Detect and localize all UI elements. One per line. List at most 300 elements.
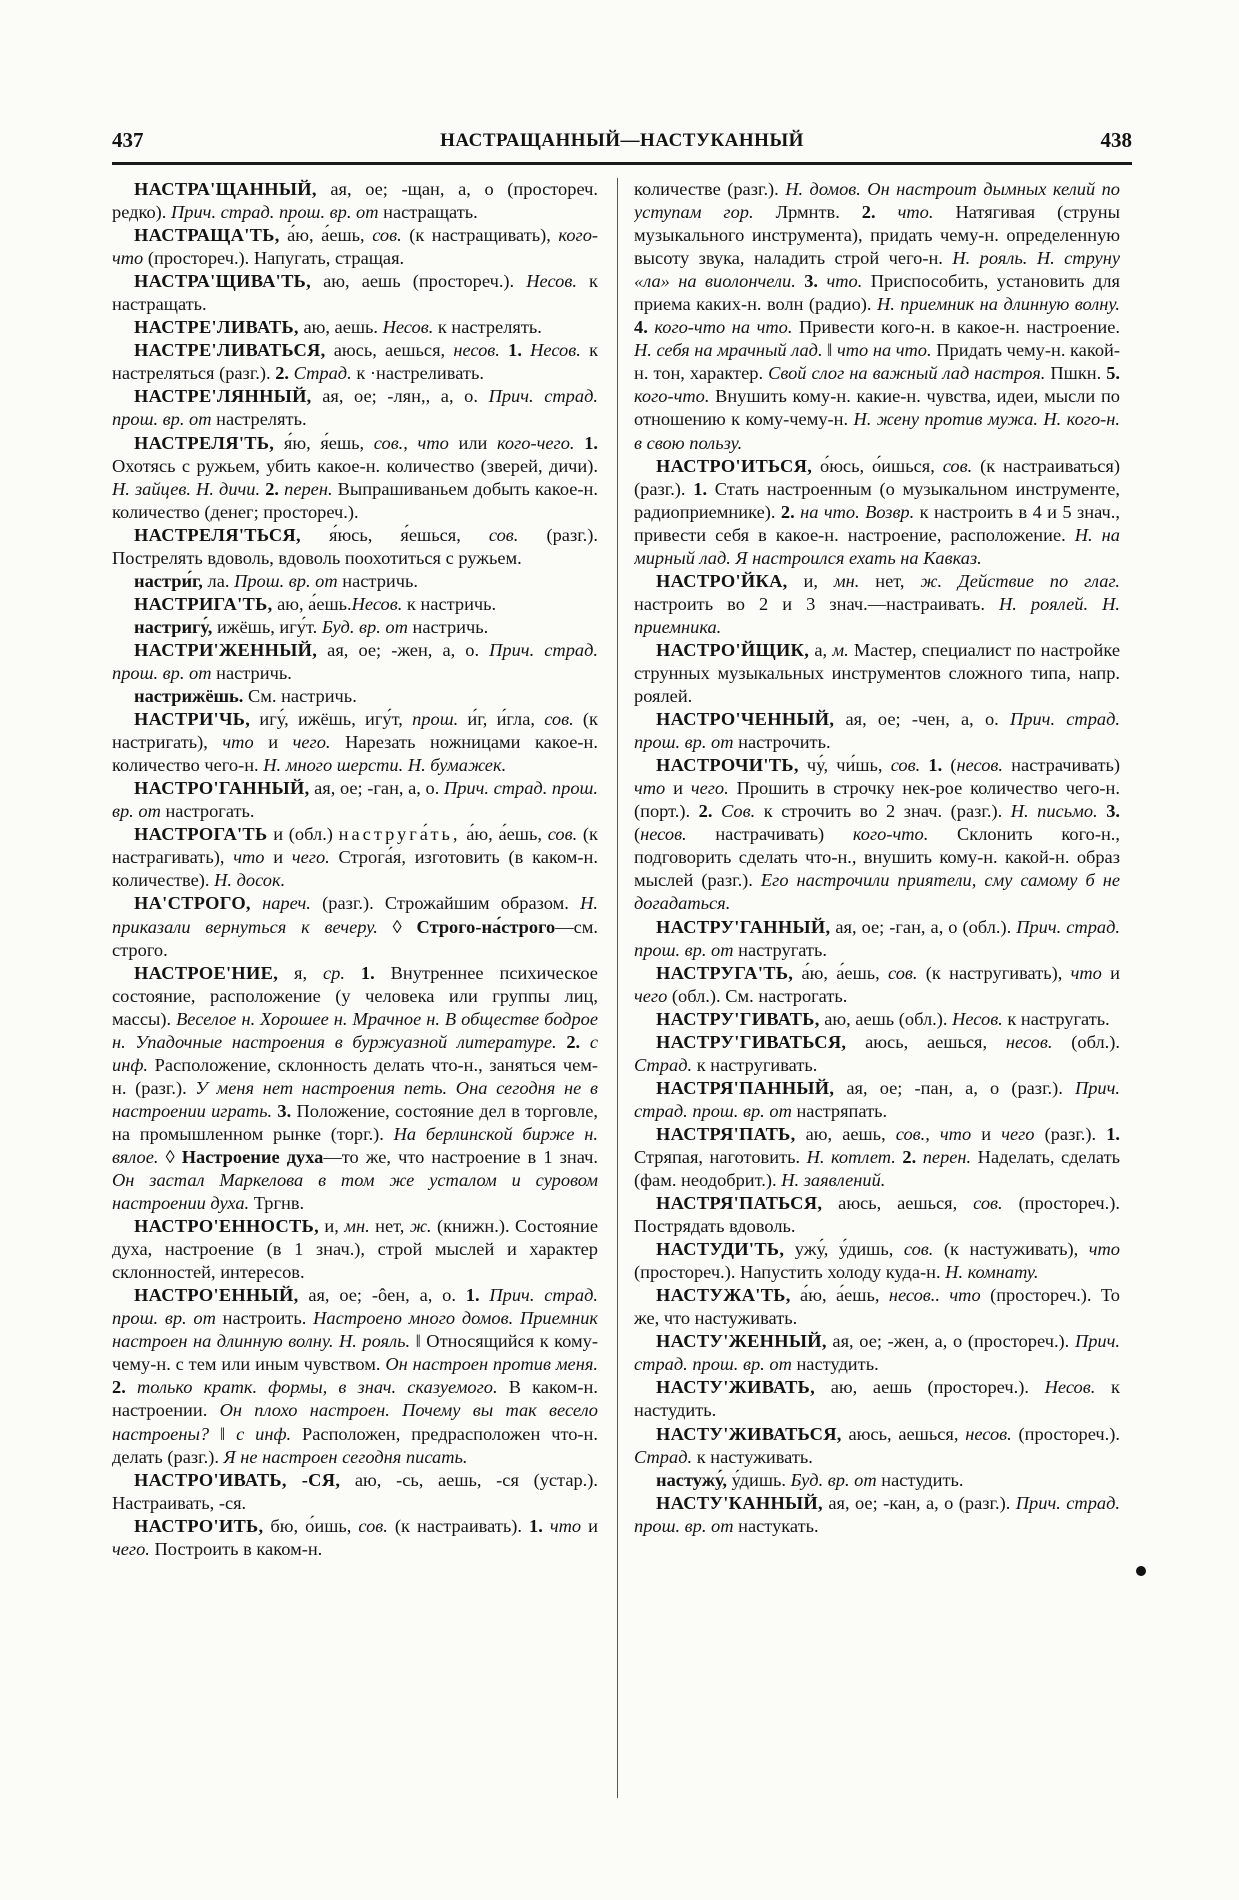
italic-text: мн.	[833, 570, 860, 591]
entry-text: аюсь, аешься,	[822, 1193, 974, 1214]
entry-text: настругать.	[733, 939, 827, 960]
entry-text: (простореч.). Напустить холоду куда-н.	[634, 1262, 946, 1283]
bold-text: 1.	[1106, 1123, 1120, 1144]
italic-text: Страд.	[634, 1446, 693, 1467]
entry-text: и	[1101, 962, 1120, 983]
entry-text: а́ю, а́ешь,	[790, 1285, 889, 1306]
entry-text: ая, ое; -щан, а, о (простореч. редко).	[112, 179, 598, 223]
italic-text: Страд.	[293, 363, 352, 384]
italic-text: Н. котлет.	[806, 1146, 896, 1167]
italic-text: сов.	[890, 755, 921, 776]
italic-text: Н. зайцев. Н. дичи.	[112, 478, 261, 499]
entry-text: Склонить кого-н., подговорить сделать что-н., внушить кому-н. какой-н. образ мыслей (разг.).	[634, 824, 1120, 891]
dictionary-entry	[112, 1515, 598, 1561]
entry-text: ‖	[822, 340, 837, 361]
italic-text: Буд. вр. от	[321, 616, 408, 637]
entry-text: (к настуживать),	[933, 1239, 1089, 1260]
bold-text: 5.	[1106, 363, 1120, 384]
italic-text: сов.	[544, 709, 574, 730]
entry-text: и,	[318, 1216, 345, 1237]
bold-text: настригу́,	[134, 616, 213, 637]
entry-text: ая, ое; -чен, а, о.	[834, 709, 1010, 730]
entry-text: настрачивать)	[1003, 755, 1120, 776]
entry-headword: НАСТРО'ЧЕННЫЙ,	[656, 709, 835, 730]
bold-text: 2.	[566, 1031, 581, 1052]
entry-text: и	[264, 847, 292, 868]
entry-text: и	[971, 1123, 1002, 1144]
entry-headword: НАСТРАЩА'ТЬ,	[134, 225, 280, 246]
italic-text: сов.	[888, 962, 918, 983]
italic-text: Сов.	[721, 801, 756, 822]
dictionary-entry	[634, 1077, 1120, 1123]
italic-text: м.	[832, 639, 849, 660]
entry-text: а́ю, а́ешь,	[793, 962, 889, 983]
entry-text: ая, ое; -ган, а, о.	[309, 778, 444, 799]
entry-text: аюсь, аешься,	[325, 340, 454, 361]
italic-text: что	[1088, 1239, 1120, 1260]
entry-text: аю, аешь (обл.).	[819, 1008, 953, 1029]
dictionary-entry	[112, 224, 598, 270]
entry-headword: НАСТУДИ'ТЬ,	[656, 1239, 785, 1260]
italic-text: чего	[1001, 1123, 1035, 1144]
dictionary-entry	[112, 616, 598, 639]
entry-text: настрогать.	[160, 801, 255, 822]
entry-headword: НАСТУЖА'ТЬ,	[656, 1285, 791, 1306]
italic-text: Я не настроен сегодня писать.	[223, 1446, 468, 1467]
entry-text: Мастер, специалист по настройке струнных музыкальных инструментов сложного типа, напр. роялей.	[634, 639, 1120, 707]
print-dot	[1136, 1566, 1146, 1576]
entry-text: и	[253, 732, 293, 753]
entry-text: (к настраиваться) (разг.).	[634, 455, 1120, 499]
italic-text: Н. жену против мужа. Н. кого-н. в свою пользу.	[634, 409, 1120, 453]
right-column	[634, 178, 1120, 1878]
entry-text: Тргнв.	[249, 1193, 305, 1214]
dictionary-entry	[634, 1423, 1120, 1469]
dictionary-entry	[112, 708, 598, 777]
entry-text: Охотясь с ружьем, убить какое-н. количество (зверей, дичи).	[112, 455, 598, 476]
entry-text: (	[942, 755, 957, 776]
entry-text: (простореч.). Пострядать вдоволь.	[634, 1193, 1120, 1237]
dictionary-entry	[112, 178, 598, 224]
entry-text: настричь.	[407, 616, 489, 637]
entry-text: Приспособить, установить для приема каких-н. волн (радио).	[634, 271, 1120, 315]
dictionary-entry	[112, 385, 598, 431]
entry-text	[480, 1285, 490, 1305]
italic-text: Прич. страд. прош. вр. от	[171, 202, 379, 223]
italic-text: кого-что.	[634, 386, 710, 407]
entry-text: ла.	[202, 570, 235, 591]
dictionary-entry	[112, 962, 598, 1216]
left-column-number: 437	[112, 128, 144, 152]
bold-text: Настроение духа	[181, 1146, 324, 1167]
italic-text: ж.	[409, 1216, 432, 1237]
italic-text: на что. Возвр.	[800, 501, 915, 522]
entry-headword: НАСТУ'ЖИВАТЬСЯ,	[656, 1423, 842, 1444]
entry-text: ая, ое; -жен, а, о (простореч.).	[826, 1331, 1075, 1352]
italic-text: Несов.	[351, 593, 403, 614]
column-divider	[617, 178, 618, 1798]
entry-text: —то же, что настроение в 1 знач.	[323, 1146, 598, 1167]
entry-text: (разг.). Строжайшим образом.	[310, 893, 581, 914]
entry-text: (к настращивать),	[401, 225, 559, 246]
entry-text	[796, 271, 804, 291]
bold-text: 1.	[693, 478, 708, 499]
italic-text: Н. домов. Он настроит дымных келий по уступам гор.	[634, 179, 1120, 223]
entry-headword: НАСТУ'КАННЫЙ,	[656, 1492, 823, 1513]
entry-headword: НАСТРЯ'ПАТЬСЯ,	[656, 1193, 823, 1214]
italic-text: Прич. страд. прош. вр. от	[634, 916, 1120, 960]
entry-text: настудить.	[876, 1469, 964, 1490]
entry-text: Расположен, предрасположен что-н. делать (разг.).	[112, 1423, 598, 1467]
dictionary-entry	[634, 1376, 1120, 1422]
dictionary-entry	[112, 316, 598, 339]
bold-text: 1.	[928, 755, 943, 776]
bold-text: 4.	[634, 317, 648, 338]
entry-text: (	[634, 824, 641, 845]
italic-text: Н. на мирный лад. Я настроился ехать на Кавказ.	[634, 524, 1120, 568]
bold-text: 2.	[780, 501, 795, 522]
entry-text: настрачивать)	[686, 824, 853, 845]
entry-text	[1098, 801, 1107, 821]
italic-text: чего	[634, 985, 668, 1006]
dictionary-entry	[112, 685, 598, 708]
italic-text: несов.	[965, 1423, 1012, 1444]
entry-text: В каком-н. настроении.	[112, 1377, 598, 1421]
entry-text	[575, 433, 585, 453]
entry-headword: НАСТРОГА'ТЬ	[134, 824, 268, 845]
entry-text: к настреляться (разг.).	[112, 340, 598, 384]
italic-text: несов.	[1005, 1031, 1053, 1052]
entry-headword: НАСТРЕЛЯ'ТЬСЯ,	[134, 524, 301, 545]
entry-headword: НАСТРО'ЕННЫЙ,	[134, 1285, 299, 1306]
entry-text: Прошить в строчку нек-рое количество чего-н. (порт.).	[634, 778, 1120, 822]
entry-text: настроить во 2 и 3 знач.—настраивать.	[634, 593, 999, 614]
entry-text: (к настрагивать),	[112, 824, 598, 868]
entry-text: —см. строго.	[112, 916, 598, 960]
entry-headword: НАСТРОЕ'НИЕ,	[134, 962, 279, 983]
italic-text: Буд. вр. от	[790, 1469, 877, 1490]
entry-text: ◊	[377, 916, 417, 937]
italic-text: Н. себя на мрачный лад.	[634, 340, 823, 361]
italic-text: сов.	[903, 1239, 934, 1260]
entry-text: аюсь, аешься,	[841, 1423, 966, 1444]
bold-text: 2.	[861, 202, 876, 223]
entry-text: (простореч.). То же, что настуживать.	[634, 1285, 1120, 1329]
left-column	[112, 178, 598, 1878]
entry-text: и	[581, 1515, 598, 1536]
italic-text: сов.	[488, 524, 519, 545]
entry-text	[876, 202, 898, 222]
entry-text: настрелять.	[211, 409, 307, 430]
italic-text: что на что.	[836, 340, 932, 361]
italic-text: несов.	[956, 755, 1004, 776]
entry-text: (разг.). Пострелять вдоволь, вдоволь поохотиться с ружьем.	[112, 524, 598, 568]
italic-text: ср.	[323, 962, 345, 983]
entry-text: или	[448, 432, 498, 453]
italic-text: перен.	[922, 1146, 972, 1167]
entry-headword: НАСТРО'ИВАТЬ, -СЯ,	[134, 1469, 341, 1490]
entry-text	[557, 1032, 567, 1052]
italic-text: что	[1070, 962, 1102, 983]
entry-text: количестве (разг.).	[634, 179, 786, 199]
italic-text: сов.	[372, 225, 402, 246]
bold-text: 3.	[277, 1100, 292, 1121]
entry-text: и	[665, 778, 691, 799]
entry-text: аю, аешь (простореч.).	[311, 271, 527, 292]
entry-text: (к настругивать),	[917, 962, 1071, 983]
italic-text: что.	[826, 271, 863, 292]
dictionary-entry	[634, 708, 1120, 754]
entry-headword: НАСТРИ'ЖЕННЫЙ,	[134, 639, 318, 660]
dictionary-entry	[112, 892, 598, 961]
dictionary-entry	[634, 916, 1120, 962]
dictionary-entry	[634, 1284, 1120, 1330]
italic-text: Н. заявлений.	[781, 1170, 886, 1191]
entry-text: настроить.	[215, 1308, 314, 1329]
bold-text: 1.	[529, 1515, 543, 1536]
italic-text: Прич. страд. прош. вр. от	[634, 709, 1120, 753]
entry-headword: НАСТРИ'ЧЬ,	[134, 709, 251, 730]
bold-text: настрижёшь.	[134, 686, 244, 707]
entry-text: ◊	[158, 1146, 182, 1167]
dictionary-entry	[112, 593, 598, 616]
dictionary-entry	[112, 270, 598, 316]
italic-text: Н. письмо.	[1010, 801, 1098, 822]
italic-text: Н. досок.	[214, 870, 286, 891]
dictionary-entry	[634, 1238, 1120, 1284]
italic-text: Н. комнату.	[945, 1262, 1039, 1283]
entry-text: а́ю, а́ешь,	[460, 824, 548, 845]
dictionary-entry	[634, 455, 1120, 570]
dictionary-entry	[112, 1284, 598, 1468]
entry-text: аю, аешь (простореч.).	[815, 1377, 1045, 1398]
dictionary-entry	[112, 1469, 598, 1515]
entry-text: Положение, состояние дел в торговле, на промышленном рынке (торг.).	[112, 1100, 598, 1144]
entry-text	[126, 1377, 137, 1397]
entry-text: Расположение, склонность делать что-н., заняться чем-н. (разг.).	[112, 1054, 598, 1098]
entry-text: ая, ое; -жен, а, о.	[317, 639, 490, 660]
italic-text: кого-что на что.	[654, 317, 793, 338]
entry-text: к настращать.	[112, 271, 598, 315]
italic-text: Несов.	[952, 1008, 1003, 1029]
dictionary-entry	[634, 1492, 1120, 1538]
entry-text: Выпрашиваньем добыть какое-н. количество (денег; простореч.).	[112, 478, 598, 522]
italic-text: кого-чего.	[497, 432, 575, 453]
entry-text: аю, аешь.	[298, 317, 383, 338]
italic-text: Прич. страд. прош. вр. от	[634, 1077, 1120, 1121]
italic-text: что	[233, 847, 265, 868]
entry-headword: НАСТРИГА'ТЬ,	[134, 593, 273, 614]
dictionary-entry	[112, 432, 598, 524]
italic-text: только кратк. формы, в знач. сказуемого.	[136, 1377, 498, 1398]
italic-text: нареч.	[262, 893, 311, 914]
italic-text: Он плохо настроен. Почему вы так весело настроены?	[112, 1400, 598, 1444]
entry-text: (простореч.). Напугать, стращая.	[143, 248, 405, 269]
italic-text: что	[222, 732, 254, 753]
italic-text: Несов.	[382, 317, 434, 338]
entry-text: о́юсь, о́ишься,	[812, 455, 943, 476]
entry-headword: НАСТРЕЛЯ'ТЬ,	[134, 432, 275, 453]
entry-text: а,	[809, 639, 833, 660]
italic-text: Страд.	[634, 1054, 693, 1075]
dictionary-entry	[112, 823, 598, 892]
entry-headword: НАСТРО'ЕННОСТЬ,	[134, 1216, 319, 1237]
entry-text: к настрелять.	[433, 317, 542, 338]
italic-text: На берлинской бирже н. вялое.	[112, 1123, 598, 1167]
italic-text: У меня нет настроения петь. Она сегодня не в настроении играть.	[112, 1077, 598, 1121]
italic-text: Несов.	[530, 340, 581, 361]
entry-text: ‖ Относящийся к кому-чему-н. с тем или иным чувством.	[112, 1331, 598, 1375]
entry-text: (разг.).	[1034, 1123, 1107, 1144]
italic-text: Прич. страд. прош. вр. от	[112, 1285, 598, 1329]
entry-headword: НАСТРУ'ГИВАТЬ,	[656, 1008, 820, 1029]
entry-text: чу́, чи́шь,	[798, 755, 891, 776]
entry-text: к настроить в 4 и 5 знач., привести себя в какое-н. настроение, расположение.	[634, 501, 1120, 545]
italic-text: мн.	[344, 1216, 370, 1237]
entry-text: Строга́я, изготовить (в каком-н. количестве).	[112, 847, 598, 891]
entry-text: Лрмнтв.	[753, 202, 862, 223]
entry-text: ая, ое; -пан, а, о (разг.).	[834, 1077, 1075, 1098]
dictionary-entry	[112, 339, 598, 385]
bold-text: настри́г,	[134, 570, 203, 591]
entry-text: ужу́, у́дишь,	[784, 1239, 904, 1260]
bold-text: 2.	[265, 478, 280, 499]
entry-text: я́ю, я́ешь,	[274, 432, 374, 453]
bold-text: 3.	[804, 271, 819, 292]
entry-text: Пшкн.	[1045, 363, 1107, 384]
italic-text: сов.	[547, 824, 578, 845]
italic-text: Прич. страд. прош. вр. от	[112, 778, 598, 822]
entry-headword: НАСТУ'ЖЕННЫЙ,	[656, 1331, 827, 1352]
entry-text: и́г, и́гла,	[458, 709, 545, 730]
entry-text: (обл.).	[1052, 1031, 1120, 1052]
entry-text: Внутреннее психическое состояние, расположение (у человека или группы лиц, массы).	[112, 962, 598, 1029]
entry-text	[712, 801, 721, 821]
entry-text: к настуживать.	[692, 1446, 813, 1467]
italic-text: Несов.	[1044, 1377, 1096, 1398]
italic-text: что	[549, 1515, 582, 1536]
entry-text: Привести кого-н. в какое-н. настроение.	[792, 317, 1120, 338]
entry-text: ая, ое; -ган, а, о (обл.).	[830, 916, 1017, 937]
entry-text: я́юсь, я́ешься,	[300, 524, 489, 545]
dictionary-entry	[634, 178, 1120, 455]
bold-text: 2.	[902, 1146, 917, 1167]
italic-text: Прич. страд. прош. вр. от	[634, 1492, 1120, 1536]
entry-text: к строчить во 2 знач. (разг.).	[755, 801, 1011, 822]
italic-text: перен.	[284, 478, 333, 499]
italic-text: Прич. страд. прош. вр. от	[112, 639, 598, 683]
dictionary-entry	[112, 570, 598, 593]
entry-text	[251, 893, 262, 913]
entry-text: ая, ое; -ôен, а, о.	[298, 1285, 466, 1306]
italic-text: прош.	[412, 709, 459, 730]
entry-headword: НАСТРОЧИ'ТЬ,	[656, 755, 799, 776]
entry-text: нет,	[859, 570, 921, 591]
entry-text: нет,	[369, 1216, 410, 1237]
italic-text: сов., что	[895, 1123, 972, 1144]
entry-text	[500, 340, 508, 360]
italic-text: Прош. вр. от	[234, 570, 338, 591]
italic-text: Н. много шерсти. Н. бумажек.	[263, 755, 507, 776]
entry-text	[580, 1032, 590, 1052]
entry-headword: НАСТРО'ЙЩИК,	[656, 639, 810, 660]
entry-text: Наделать, сделать (фам. неодобрит.).	[634, 1146, 1120, 1191]
italic-text: Свой слог на важный лад настроя.	[768, 363, 1046, 384]
italic-text: Несов.	[526, 271, 577, 292]
dictionary-entry	[634, 1469, 1120, 1492]
entry-headword: НАСТРА'ЩАННЫЙ,	[134, 179, 317, 199]
italic-text: Н. приемник на длинную волну.	[876, 294, 1120, 315]
bold-text: Строго-на́строго	[416, 916, 556, 937]
entry-text: я,	[278, 962, 324, 983]
entry-text: ая, ое; -кан, а, о (разг.).	[822, 1492, 1016, 1513]
entry-text: а́ю, а́ешь,	[279, 225, 373, 246]
bold-text: 3.	[1106, 801, 1120, 822]
entry-headword: НАСТРО'ИТЬСЯ,	[656, 455, 813, 476]
italic-text: Настроено много домов. Приемник настроен на длинную волну. Н. рояль.	[112, 1308, 598, 1352]
italic-text: несов.	[640, 824, 687, 845]
entry-text: к настудить.	[634, 1377, 1120, 1421]
italic-text: Он настроен против меня.	[385, 1354, 598, 1375]
italic-text: что	[634, 778, 666, 799]
entry-text: аюсь, аешься,	[846, 1031, 1006, 1052]
dictionary-entry	[634, 1192, 1120, 1238]
entry-text: аю, -сь, аешь, -ся (устар.). Настраивать, -ся.	[112, 1469, 598, 1513]
entry-text: (книжн.). Состояние духа, настроение (в 1 знач.), строй мыслей и характер склонностей, интересов.	[112, 1216, 598, 1283]
italic-text: Он застал Маркелова в том же усталом и суровом настроении духа.	[112, 1170, 598, 1214]
dictionary-entry	[634, 570, 1120, 639]
italic-text: чего.	[291, 847, 330, 868]
entry-headword: НАСТУ'ЖИВАТЬ,	[656, 1377, 816, 1398]
entry-text: Стать настроенным (о музыкальном инструменте, радиоприемнике).	[634, 478, 1120, 522]
entry-text: Натягивая (струны музыкального инструмента), придать чему-н. определенную высоту звука, наладить строй чего-н.	[634, 202, 1120, 269]
entry-headword: НАСТРА'ЩИВА'ТЬ,	[134, 271, 312, 292]
entry-text	[522, 340, 530, 360]
dictionary-entry	[112, 1215, 598, 1284]
italic-text: Н. приказали вернуться к вечеру.	[112, 893, 598, 937]
right-column-number: 438	[1100, 128, 1132, 152]
entry-text: настрочить.	[733, 732, 831, 753]
italic-text: сов.	[942, 455, 973, 476]
entry-text: Внушить кому-н. какие-н. чувства, идеи, мысли по отношению к кому-чему-н.	[634, 386, 1120, 430]
bold-text: 2.	[275, 363, 289, 384]
entry-text: (к настригать),	[112, 709, 598, 753]
entry-headword: НАСТРУ'ГАННЫЙ,	[656, 916, 831, 937]
entry-text: аю, аешь,	[795, 1123, 896, 1144]
dictionary-entry	[634, 754, 1120, 915]
dictionary-entry	[634, 1031, 1120, 1077]
entry-text: Стряпая, наготовить.	[634, 1146, 807, 1167]
entry-text: Придать чему-н. какой-н. тон, характер.	[634, 340, 1120, 384]
entry-headword: НАСТРО'ГАННЫЙ,	[134, 778, 310, 799]
italic-text: сов.	[358, 1515, 388, 1536]
entry-text	[345, 963, 361, 983]
entry-text: настричь.	[211, 662, 292, 683]
italic-text: чего.	[112, 1538, 150, 1559]
bold-text: 2.	[112, 1377, 126, 1398]
dictionary-entry	[634, 1123, 1120, 1192]
bold-text: настужу́,	[656, 1469, 727, 1490]
entry-text: бю, о́ишь,	[263, 1515, 359, 1536]
entry-text: настудить.	[791, 1354, 879, 1375]
entry-text: Нарезать ножницами какое-н. количество чего-н.	[112, 732, 598, 776]
entry-headword: НАСТРЕ'ЛИВАТЬСЯ,	[134, 340, 326, 361]
italic-text: с инф.	[236, 1423, 292, 1444]
italic-text: чего.	[690, 778, 729, 799]
entry-text: (простореч.).	[1011, 1423, 1120, 1444]
entry-text: настричь.	[337, 570, 418, 591]
entry-text: к ·настреливать.	[351, 363, 484, 384]
